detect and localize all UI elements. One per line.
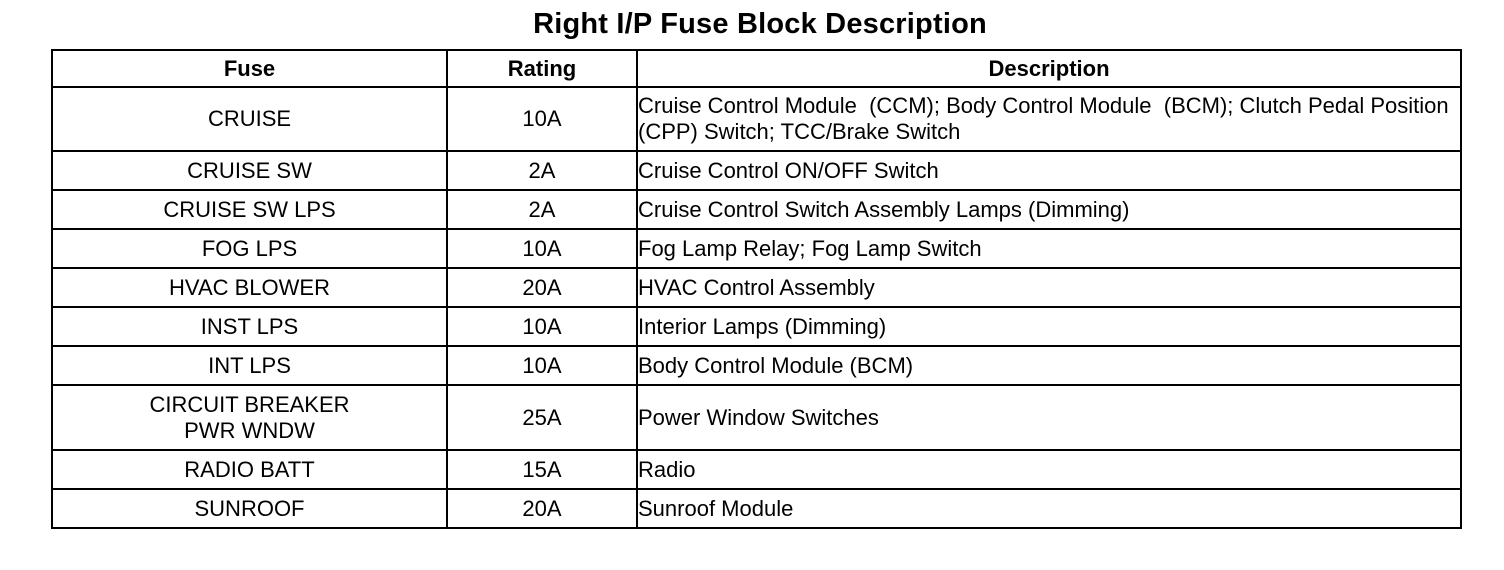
- table-row: [52, 151, 1461, 190]
- fuse-cell: CRUISE SW: [52, 151, 447, 190]
- rating-cell: 15A: [447, 450, 637, 489]
- description-cell: Body Control Module (BCM): [637, 346, 1461, 385]
- table-header-row: [52, 50, 1461, 87]
- fuse-cell: INST LPS: [52, 307, 447, 346]
- fuse-cell: CRUISE: [52, 87, 447, 151]
- description-text: Cruise Control Module (CCM); Body Control Module (BCM); Clutch Pedal Position (CPP) Switch; TCC/Brake Switch: [638, 93, 1461, 144]
- table-row: [52, 385, 1461, 450]
- rating-cell: 10A: [447, 229, 637, 268]
- page-title: Right I/P Fuse Block Description: [533, 8, 987, 40]
- rating-cell: 25A: [447, 385, 637, 450]
- rating-cell: 10A: [447, 307, 637, 346]
- fuse-block-table: [51, 49, 1462, 529]
- fuse-name: CIRCUIT BREAKER PWR WNDW: [149, 391, 350, 443]
- description-cell: [637, 87, 1461, 151]
- description-cell: Interior Lamps (Dimming): [637, 307, 1461, 346]
- table-row: [52, 87, 1461, 151]
- header-rating: Rating: [447, 50, 637, 87]
- fuse-cell: RADIO BATT: [52, 450, 447, 489]
- fuse-cell: HVAC BLOWER: [52, 268, 447, 307]
- table-row: [52, 489, 1461, 528]
- description-cell: Cruise Control ON/OFF Switch: [637, 151, 1461, 190]
- table-row: [52, 229, 1461, 268]
- rating-cell: 2A: [447, 151, 637, 190]
- description-cell: Sunroof Module: [637, 489, 1461, 528]
- rating-cell: 10A: [447, 87, 637, 151]
- description-cell: Fog Lamp Relay; Fog Lamp Switch: [637, 229, 1461, 268]
- table-row: [52, 307, 1461, 346]
- fuse-cell: [52, 385, 447, 450]
- fuse-cell: CRUISE SW LPS: [52, 190, 447, 229]
- table-row: [52, 450, 1461, 489]
- rating-cell: 2A: [447, 190, 637, 229]
- rating-cell: 20A: [447, 268, 637, 307]
- table-row: [52, 268, 1461, 307]
- rating-cell: 20A: [447, 489, 637, 528]
- description-cell: HVAC Control Assembly: [637, 268, 1461, 307]
- header-fuse: Fuse: [52, 50, 447, 87]
- fuse-cell: FOG LPS: [52, 229, 447, 268]
- header-description: Description: [637, 50, 1461, 87]
- rating-cell: 10A: [447, 346, 637, 385]
- description-cell: Radio: [637, 450, 1461, 489]
- fuse-cell: SUNROOF: [52, 489, 447, 528]
- description-cell: Power Window Switches: [637, 385, 1461, 450]
- table-row: [52, 190, 1461, 229]
- table-row: [52, 346, 1461, 385]
- description-cell: Cruise Control Switch Assembly Lamps (Dimming): [637, 190, 1461, 229]
- fuse-cell: INT LPS: [52, 346, 447, 385]
